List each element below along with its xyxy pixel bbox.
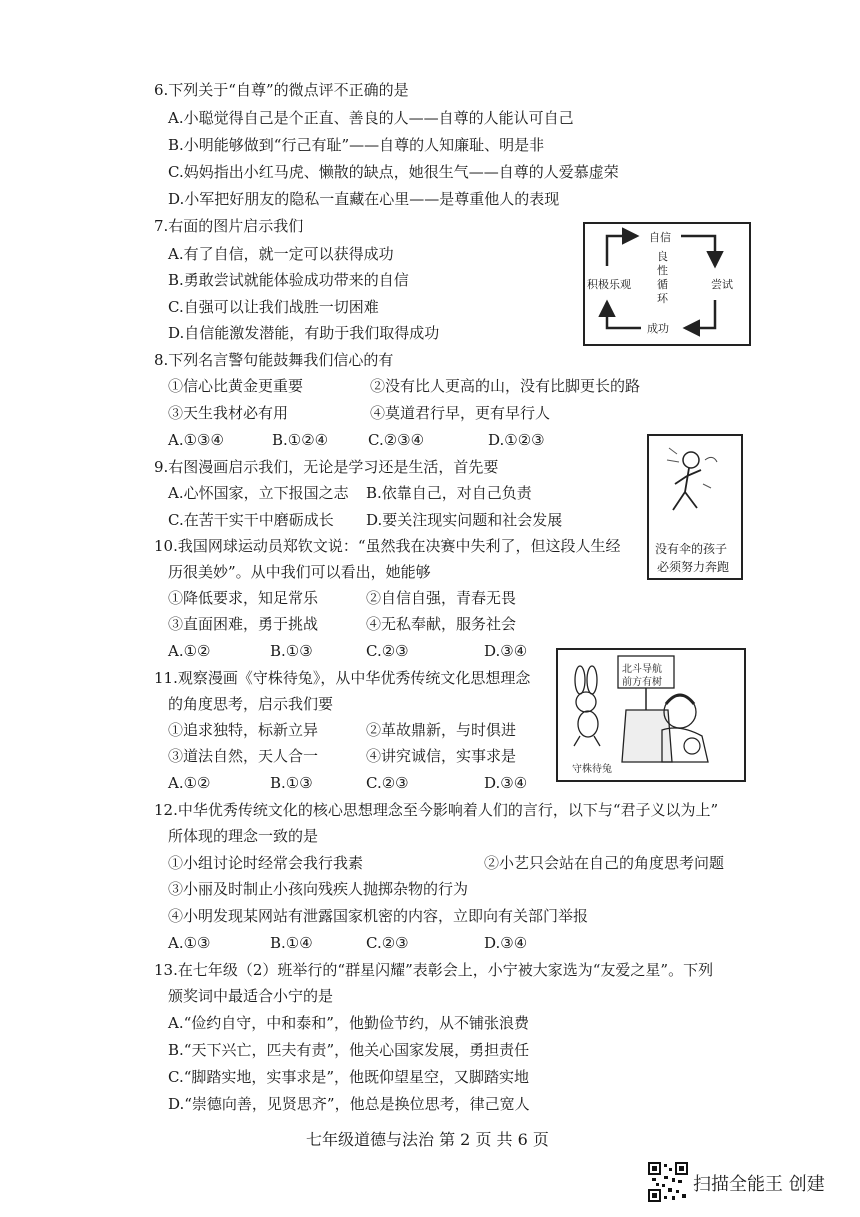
q10-statement-4: ④无私奉献，服务社会 [366, 615, 517, 633]
running-child-icon [649, 440, 741, 540]
q10-statement-2: ②自信自强，青春无畏 [366, 589, 517, 607]
q8-statement-1: ①信心比黄金更重要 [168, 377, 304, 395]
q12-statement-2: ②小艺只会站在自己的角度思考问题 [484, 854, 725, 872]
q8-statement-2: ②没有比人更高的山，没有比脚更长的路 [370, 377, 641, 395]
q12-statement-3: ③小丽及时制止小孩向残疾人抛掷杂物的行为 [168, 880, 469, 898]
q11-option-d: D.③④ [484, 774, 528, 792]
q9-stem: 9.右图漫画启示我们，无论是学习还是生活，首先要 [154, 458, 499, 476]
q11-comic [556, 648, 746, 782]
q8-statement-4: ④莫道君行早，更有早行人 [370, 404, 551, 422]
q8-stem: 8.下列名言警句能鼓舞我们信心的有 [154, 351, 394, 369]
q9-comic-caption-2: 必须努力奔跑 [657, 560, 730, 574]
q12-stem-line-2: 所体现的理念一致的是 [168, 827, 319, 845]
q13-option-b: B.“天下兴亡，匹夫有责”，他关心国家发展，勇担责任 [168, 1041, 530, 1059]
q11-sign-text-1: 北斗导航 [622, 664, 662, 675]
qr-code-icon [648, 1162, 688, 1202]
q9-comic-caption-1: 没有伞的孩子 [655, 542, 728, 556]
q9-option-b: B.依靠自己，对自己负责 [366, 484, 532, 502]
q11-option-a: A.①② [168, 774, 211, 792]
q7-option-c: C.自强可以让我们战胜一切困难 [168, 298, 379, 316]
cycle-left-label: 积极乐观 [587, 278, 631, 291]
q10-option-b: B.①③ [270, 642, 313, 660]
q13-option-d: D.“崇德向善，见贤思齐”，他总是换位思考，律己宽人 [168, 1095, 530, 1113]
q12-option-c: C.②③ [366, 934, 409, 952]
q11-sign-text-2: 前方有树 [622, 677, 662, 688]
q10-statement-1: ①降低要求，知足常乐 [168, 589, 319, 607]
q12-option-b: B.①④ [270, 934, 313, 952]
camscanner-watermark: 扫描全能王 创建 [693, 1174, 825, 1195]
q10-stem-line-1: 10.我国网球运动员郑钦文说：“虽然我在决赛中失利了，但这段人生经 [154, 537, 621, 555]
cycle-center-1: 良 [657, 250, 668, 263]
q8-option-b: B.①②④ [272, 431, 329, 449]
cycle-bottom-label: 成功 [647, 322, 669, 335]
q9-comic [647, 434, 743, 580]
q8-statement-3: ③天生我材必有用 [168, 404, 289, 422]
q7-option-d: D.自信能激发潜能，有助于我们取得成功 [168, 324, 440, 342]
q6-stem: 6.下列关于“自尊”的微点评不正确的是 [154, 81, 409, 99]
q8-option-c: C.②③④ [368, 431, 425, 449]
q10-option-c: C.②③ [366, 642, 409, 660]
q6-option-a: A.小聪觉得自己是个正直、善良的人——自尊的人能认可自己 [168, 109, 574, 127]
q11-option-b: B.①③ [270, 774, 313, 792]
q12-statement-1: ①小组讨论时经常会我行我素 [168, 854, 364, 872]
q11-statement-4: ④讲究诚信，实事求是 [366, 747, 517, 765]
q9-option-c: C.在苦干实干中磨砺成长 [168, 511, 334, 529]
cycle-center-2: 性 [657, 264, 668, 277]
q7-option-b: B.勇敢尝试就能体验成功带来的自信 [168, 271, 409, 289]
cycle-center-3: 循 [657, 278, 668, 291]
cycle-center-4: 环 [657, 292, 668, 305]
cycle-top-label: 自信 [649, 231, 671, 244]
q11-option-c: C.②③ [366, 774, 409, 792]
q9-option-d: D.要关注现实问题和社会发展 [366, 511, 563, 529]
q7-stem: 7.右面的图片启示我们 [154, 217, 304, 235]
q11-comic-caption: 守株待兔 [572, 764, 612, 775]
q6-option-d: D.小军把好朋友的隐私一直藏在心里——是尊重他人的表现 [168, 190, 560, 208]
q11-stem-line-1: 11.观察漫画《守株待兔》，从中华优秀传统文化思想理念 [154, 669, 531, 687]
q9-option-a: A.心怀国家，立下报国之志 [168, 484, 349, 502]
q13-option-c: C.“脚踏实地，实事求是”，他既仰望星空，又脚踏实地 [168, 1068, 530, 1086]
q7-cycle-figure [583, 222, 751, 346]
q11-stem-line-2: 的角度思考，启示我们要 [168, 695, 334, 713]
q11-statement-3: ③道法自然，天人合一 [168, 747, 319, 765]
q11-statement-1: ①追求独特，标新立异 [168, 721, 319, 739]
q12-statement-4: ④小明发现某网站有泄露国家机密的内容，立即向有关部门举报 [168, 907, 589, 925]
q8-option-d: D.①②③ [488, 431, 545, 449]
cycle-right-label: 尝试 [711, 278, 733, 291]
q10-stem-line-2: 历很美妙”。从中我们可以看出，她能够 [168, 563, 431, 581]
q12-stem-line-1: 12.中华优秀传统文化的核心思想理念至今影响着人们的言行，以下与“君子义以为上” [154, 801, 719, 819]
q10-statement-3: ③直面困难，勇于挑战 [168, 615, 319, 633]
q13-stem-line-1: 13.在七年级（2）班举行的“群星闪耀”表彰会上，小宁被大家选为“友爱之星”。下列 [154, 961, 714, 979]
q6-option-c: C.妈妈指出小红马虎、懒散的缺点，她很生气——自尊的人爱慕虚荣 [168, 163, 619, 181]
q12-option-d: D.③④ [484, 934, 528, 952]
q10-option-a: A.①② [168, 642, 211, 660]
q13-option-a: A.“俭约自守，中和泰和”，他勤俭节约，从不铺张浪费 [168, 1014, 529, 1032]
page-footer: 七年级道德与法治 第 2 页 共 6 页 [306, 1130, 549, 1149]
q7-option-a: A.有了自信，就一定可以获得成功 [168, 245, 394, 263]
q6-option-b: B.小明能够做到“行己有耻”——自尊的人知廉耻、明是非 [168, 136, 545, 154]
q8-option-a: A.①③④ [168, 431, 224, 449]
q11-statement-2: ②革故鼎新，与时俱进 [366, 721, 517, 739]
q12-option-a: A.①③ [168, 934, 211, 952]
q13-stem-line-2: 颁奖词中最适合小宁的是 [168, 987, 334, 1005]
q10-option-d: D.③④ [484, 642, 528, 660]
